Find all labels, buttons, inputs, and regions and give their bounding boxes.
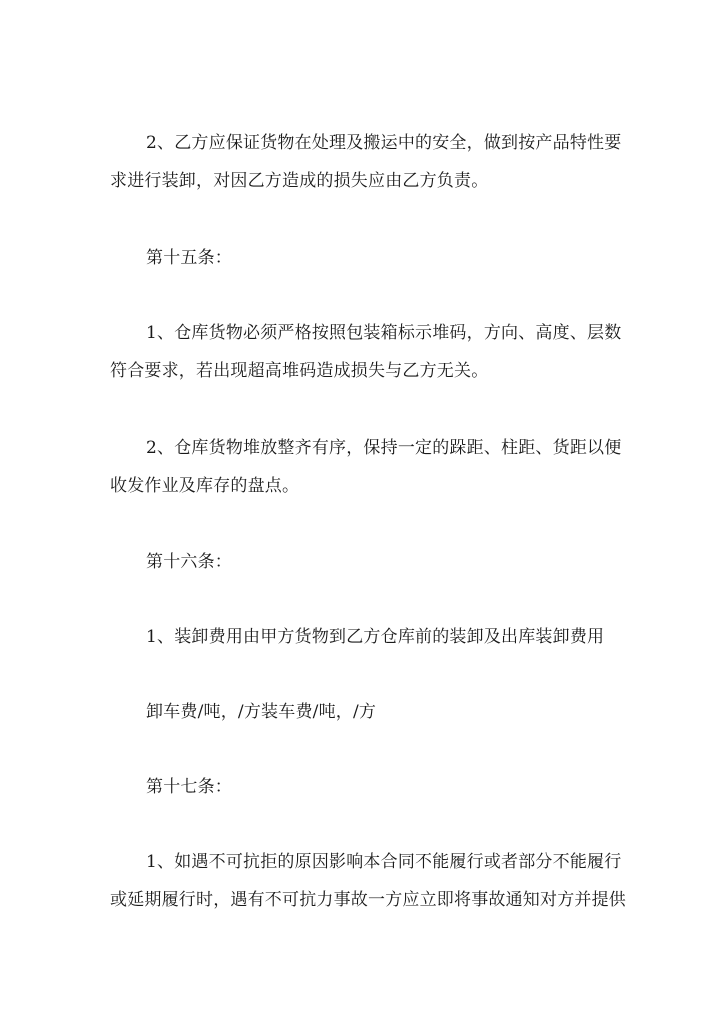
paragraph-article-16-item-1 — [110, 618, 616, 656]
paragraph-article-16-fees — [110, 693, 616, 731]
article-16-heading — [110, 543, 616, 581]
paragraph-line: 卸车费/吨，/方装车费/吨，/方 — [146, 702, 377, 722]
paragraph-line: 1、仓库货物必须严格按照包装箱标示堆码，方向、高度、层数 — [146, 323, 622, 343]
paragraph-article-15-item-2 — [110, 429, 622, 505]
heading-text: 第十六条： — [146, 552, 232, 572]
paragraph-clause-item-2-safety — [110, 124, 622, 200]
article-17-heading — [110, 768, 616, 806]
paragraph-line: 2、乙方应保证货物在处理及搬运中的安全，做到按产品特性要 — [146, 133, 622, 153]
paragraph-line: 1、如遇不可抗拒的原因影响本合同不能履行或者部分不能履行 — [146, 852, 622, 872]
paragraph-article-17-item-1 — [110, 843, 626, 919]
heading-text: 第十五条： — [146, 248, 232, 268]
paragraph-line: 2、仓库货物堆放整齐有序，保持一定的跺距、柱距、货距以便 — [146, 438, 622, 458]
paragraph-article-15-item-1 — [110, 314, 622, 390]
paragraph-line: 1、装卸费用由甲方货物到乙方仓库前的装卸及出库装卸费用 — [146, 627, 605, 647]
article-15-heading — [110, 239, 616, 277]
paragraph-line: 求进行装卸，对因乙方造成的损失应由乙方负责。 — [110, 171, 489, 191]
paragraph-line: 或延期履行时，遇有不可抗力事故一方应立即将事故通知对方并提供 — [110, 890, 626, 910]
paragraph-line: 符合要求，若出现超高堆码造成损失与乙方无关。 — [110, 361, 489, 381]
paragraph-line: 收发作业及库存的盘点。 — [110, 476, 300, 496]
heading-text: 第十七条： — [146, 777, 232, 797]
